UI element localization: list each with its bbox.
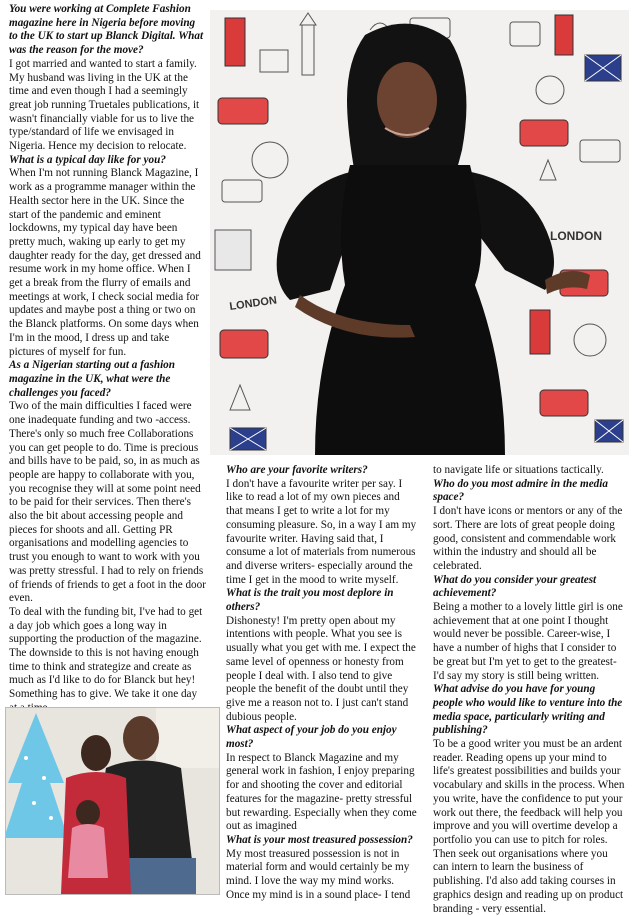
interview-question: What aspect of your job do you enjoy most? bbox=[226, 724, 397, 751]
interview-question: Who do you most admire in the media space? bbox=[433, 477, 608, 504]
interview-question: What is the trait you most deplore in others? bbox=[226, 587, 394, 614]
portrait-photo bbox=[210, 10, 629, 455]
interview-answer: In respect to Blanck Magazine and my general work in fashion, I enjoy preparing for and shooting the cover and editorial features for the magazine- pretty stressful but rewarding. Especially when they come out as imagined bbox=[226, 751, 417, 833]
interview-question: As a Nigerian starting out a fashion magazine in the UK, what were the challenges you faced? bbox=[9, 359, 175, 399]
interview-answer: My most treasured possession is not in material form and would certainly be my mind. I love the way my mind works. Once my mind is in a sound place- I tend bbox=[226, 847, 411, 901]
interview-column-2 bbox=[226, 464, 418, 903]
family-illustration bbox=[6, 708, 219, 894]
interview-answer: To deal with the funding bit, I've had to get a day job which goes a long way in supporting the production of the magazine. The downside to this is not having enough time to think and strategize and create as much as I'd like to do for Blanck but hey! Something has to give. We take it one day bbox=[9, 605, 203, 701]
family-photo bbox=[5, 707, 220, 895]
interview-answer: Two of the main difficulties I faced were one inadequate funding and two -access. There's only so much free Collaborations you can get people to do. Time is precious and bills have to be paid, so, in as much as people are happy to collaborate with you, you recognise they will at some point need to be paid for their services. Then there's also the bit about accessing people and pieces for shoots and all. Getting PR organisations and modelling agencies to trust you enough to want to work with you was pretty stressful. I had to rely on friends of friends of friends to get a foot in the door even. bbox=[9, 400, 206, 605]
car-icon bbox=[510, 22, 540, 46]
interview-answer: To be a good writer you must be an ardent reader. Reading opens up your mind to life's greatest possibilities and builds your vocabulary and skills in the process. When you write, have the confidence to put your work out there, the feedback will help you improve and you will overtime develop a portfolio you can use to pitch for roles. Then seek out organisations where you can intern to learn the business of publishing. I'd also add taking courses in graphics design and reading up on product branding - very essential. bbox=[433, 738, 625, 915]
interview-question: What advise do you have for young people who would like to venture into the media space, particularly writing and publishing? bbox=[433, 683, 623, 737]
interview-answer: to navigate life or situations tactically. bbox=[433, 464, 604, 476]
interview-answer: Dishonesty! I'm pretty open about my intentions with people. What you see is usually what you get with me. I expect the same level of openness or honesty from people I deal with. I also tend to give people the benefit of the doubt until they give me a reason not to. I just can't stand dubious people. bbox=[226, 614, 416, 723]
building-icon bbox=[260, 50, 288, 72]
interview-answer: I don't have icons or mentors or any of the sort. There are lots of great people doing good, consistent and commendable work within the industry and should all be celebrated. bbox=[433, 505, 623, 572]
interview-question: What is your most treasured possession? bbox=[226, 833, 413, 846]
bus-icon bbox=[218, 98, 268, 124]
taxi-icon bbox=[222, 180, 262, 202]
wheel-icon bbox=[252, 142, 288, 178]
london-wall-text: LONDON bbox=[550, 229, 602, 243]
interview-question: Who are your favorite writers? bbox=[226, 464, 368, 476]
interview-question: You were working at Complete Fashion magazine here in Nigeria before moving to the UK to start up Blanck Digital. What was the reason for the move? bbox=[9, 3, 204, 57]
london-wall-text-2: LONDON bbox=[228, 294, 278, 313]
interview-question: What is a typical day like for you? bbox=[9, 153, 166, 166]
tower-icon bbox=[300, 13, 316, 25]
interview-answer: I don't have a favourite writer per say. I like to read a lot of my own pieces and that means I get to write a lot for my consuming pleasure. So, in a way I am my favourite writer. Having said that, I consume a lot of materials from numerous and diverse writers- especially around the time I get in the mood to write myself. bbox=[226, 477, 417, 586]
london-wall-illustration bbox=[210, 10, 629, 455]
interview-question: What do you consider your greatest achievement? bbox=[433, 573, 597, 600]
interview-answer: I got married and wanted to start a family. My husband was living in the UK at the time and even though I had a seemingly great job running Truetales publications, it wasn't financially viable for us to live the type/standard of life we envisaged in Nigeria. Hence my decision to relocate. bbox=[9, 57, 200, 153]
phone-box-icon bbox=[225, 18, 245, 66]
interview-column-3 bbox=[433, 464, 625, 916]
interview-answer: When I'm not running Blanck Magazine, I work as a programme manager within the Health sector here in the UK. Since the start of the pandemic and eminent lockdowns, my typical day have been pretty much, waking up early to get my daughter ready for the day, get dressed and resume work in my home office. When I get a break from the flurry of emails and meetings at work, I check social media for updates and maybe post a thing or two on the Blanck platforms. On some days when I'm in the mood, I dress up and take pictures of myself for fun. bbox=[9, 167, 201, 358]
interview-column-1 bbox=[9, 3, 206, 716]
interview-answer: Being a mother to a lovely little girl is one achievement that at one point I thought would never be possible. Career-wise, I have a number of highs that I consider to be great but I'm yet to get to the greatest- I'd say my story is still being written. bbox=[433, 601, 623, 682]
